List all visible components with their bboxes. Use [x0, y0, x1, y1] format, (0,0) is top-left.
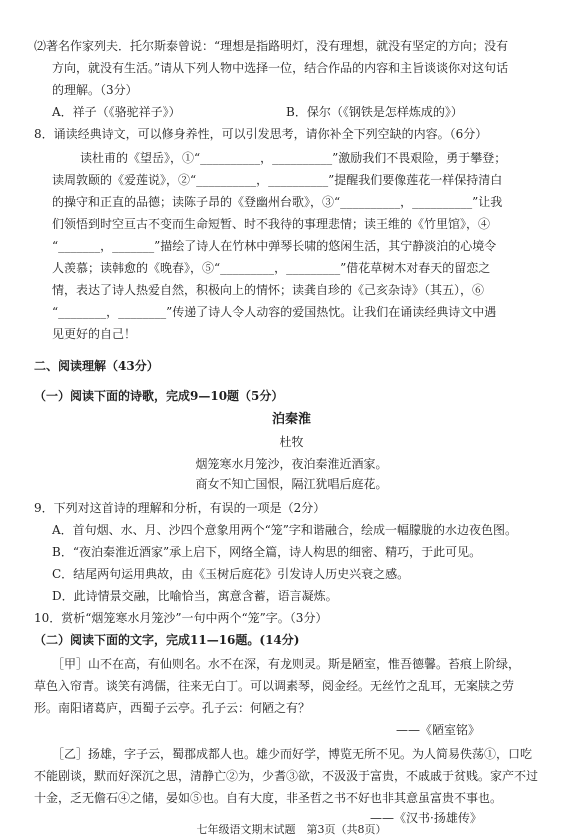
q8-line-3: 的操守和正直的品德；读陈子昂的《登幽州台歌》，③“__________，__________”让我 — [52, 195, 503, 209]
q8-line-8: “________，________”传递了诗人令人动容的爱国热忱。让我们在诵读经典诗文中遇 — [52, 305, 497, 319]
q7-option-b: B．保尔（《钢铁是怎样炼成的》） — [286, 105, 463, 119]
q7-option-a: A．祥子（《骆驼祥子》） — [52, 105, 181, 119]
text-yi-line-2: 不能剧谈，默而好深沉之思，清静亡②为，少耆③欲，不汲汲于富贵，不戚戚于贫贱。家产不过 — [34, 769, 539, 783]
poem-author: 杜牧 — [279, 435, 304, 449]
q9-stem: 9．下列对这首诗的理解和分析，有误的一项是（2分） — [34, 501, 326, 515]
text-yi-source: ——《汉书·扬雄传》 — [370, 811, 482, 825]
text-jia-line-3: 形。南阳诸葛庐，西蜀子云亭。孔子云：何陋之有？ — [34, 701, 311, 715]
text-jia-line-1: ［甲］山不在高，有仙则名。水不在深，有龙则灵。斯是陋室，惟吾德馨。苔痕上阶绿， — [52, 657, 521, 671]
q10-stem: 10．赏析“烟笼寒水月笼沙”一句中两个“笼”字。（3分） — [34, 611, 328, 625]
q9-option-a: A．首句烟、水、月、沙四个意象用两个“笼”字和谐融合，绘成一幅朦胧的水边夜色图。 — [52, 523, 517, 537]
q8-line-4: 们领悟到时空亘古不变而生命短暂、时不我待的事理悲情；读王维的《竹里馆》，④ — [52, 217, 491, 231]
q8-line-6: 人羡慕；读韩愈的《晚春》，⑤“_________，_________”借花草树木对春天的留恋之 — [52, 261, 491, 275]
page-footer: 七年级语文期末试题 第3页（共8页） — [196, 823, 387, 836]
q7-2-line-1: ⑵著名作家列夫．托尔斯泰曾说：“理想是指路明灯，没有理想，就没有坚定的方向；没有 — [34, 39, 509, 53]
q7-2-line-3: 的理解。（3分） — [52, 83, 138, 97]
q9-option-b: B．“夜泊秦淮近酒家”承上启下，网络全篇，诗人构思的细密、精巧，于此可见。 — [52, 545, 482, 559]
q8-line-2: 读周敦颐的《爱莲说》，②“__________，__________”提醒我们要像莲花一样保持清白 — [52, 173, 503, 187]
text-yi-line-3: 十金，乏无儋石④之储，晏如⑤也。自有大度，非圣哲之书不好也非其意虽富贵不事也。 — [34, 791, 503, 805]
q9-option-d: D．此诗情景交融，比喻恰当，寓意含蓄，语言凝炼。 — [52, 589, 338, 603]
section-2-heading: 二、阅读理解（43分） — [34, 359, 159, 373]
q8-line-9: 见更好的自己！ — [52, 327, 137, 341]
q7-2-line-2: 方向，就没有生活。”请从下列人物中选择一位，结合作品的内容和主旨谈谈你对这句话 — [52, 61, 509, 75]
q8-line-5: “_______，_______”描绘了诗人在竹林中弹琴长啸的悠闲生活，其宁静淡泊的心境令 — [52, 239, 497, 253]
part-2-heading: （二）阅读下面的文字，完成11—16题。(14分) — [34, 633, 300, 647]
poem-title: 泊秦淮 — [271, 412, 311, 427]
q8-stem: 8．诵读经典诗文，可以修身养性，可以引发思考，请你补全下列空缺的内容。（6分） — [34, 127, 488, 141]
poem-line-1: 烟笼寒水月笼沙，夜泊秦淮近酒家。 — [195, 457, 388, 471]
q8-line-1: 读杜甫的《望岳》，①“__________，__________”激励我们不畏艰险，勇于攀登； — [80, 151, 507, 165]
poem-line-2: 商女不知亡国恨，隔江犹唱后庭花。 — [195, 477, 388, 491]
q8-line-7: 情，表达了诗人热爱自然，积极向上的情怀；读龚自珍的《己亥杂诗》（其五），⑥ — [52, 283, 485, 297]
text-jia-line-2: 草色入帘青。谈笑有鸿儒，往来无白丁。可以调素琴，阅金经。无丝竹之乱耳，无案牍之劳 — [34, 679, 515, 693]
q9-option-c: C．结尾两句运用典故，由《玉树后庭花》引发诗人历史兴衰之感。 — [52, 567, 410, 581]
text-jia-source: ——《陋室铭》 — [396, 723, 481, 737]
part-1-heading: （一）阅读下面的诗歌，完成9—10题（5分） — [34, 389, 284, 403]
text-yi-line-1: ［乙］扬雄，字子云，蜀郡成都人也。雄少而好学，博览无所不见。为人简易佚荡①，口吃 — [52, 747, 533, 761]
